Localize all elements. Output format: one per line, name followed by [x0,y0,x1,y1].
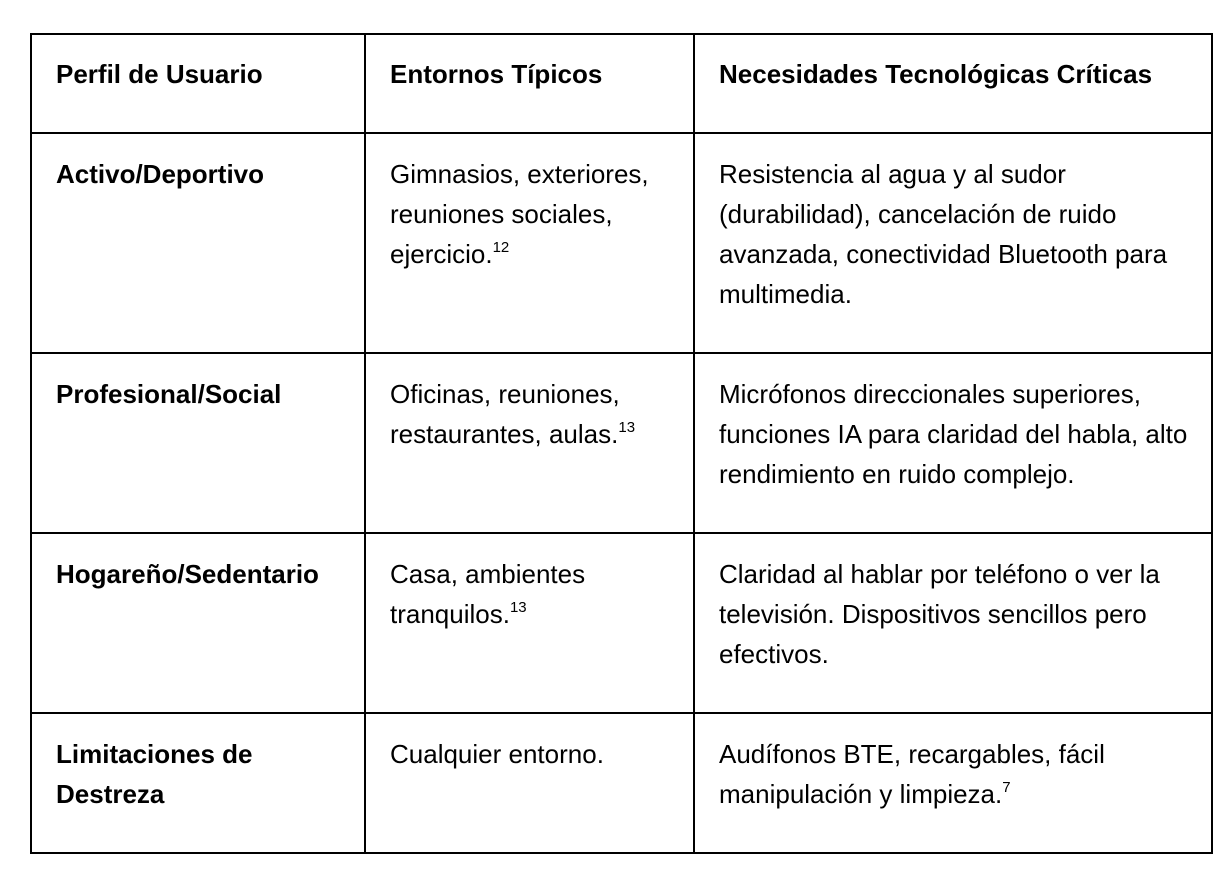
needs-cell [694,533,1212,713]
table-row [31,713,1212,853]
needs-text: Audífonos BTE, recargables, fácil manipulación y limpieza. [719,739,1105,809]
environments-text: Cualquier entorno. [390,739,604,769]
needs-text: Claridad al hablar por teléfono o ver la televisión. Dispositivos sencillos pero efectivos. [719,559,1160,669]
environments-text: Gimnasios, exteriores, reuniones sociales, ejercicio. [390,159,649,269]
user-profile-table [30,33,1213,854]
profile-label: Hogareño/Sedentario [56,559,319,589]
profile-cell [31,713,365,853]
footnote-ref: 13 [618,419,636,436]
environments-cell [365,133,694,353]
header-environments: Entornos Típicos [365,34,694,133]
header-needs: Necesidades Tecnológicas Críticas [694,34,1212,133]
profile-label: Limitaciones de Destreza [56,739,253,809]
needs-cell [694,713,1212,853]
profile-cell [31,533,365,713]
table-row [31,533,1212,713]
table-row [31,353,1212,533]
table-row [31,133,1212,353]
profile-label: Activo/Deportivo [56,159,265,189]
profile-label: Profesional/Social [56,379,282,409]
environments-cell [365,533,694,713]
footnote-ref: 13 [509,599,527,616]
needs-cell [694,133,1212,353]
environments-text: Oficinas, reuniones, restaurantes, aulas. [390,379,620,449]
needs-cell [694,353,1212,533]
table-header-row [31,34,1212,133]
profile-cell [31,133,365,353]
profile-cell [31,353,365,533]
footnote-ref: 12 [492,239,510,256]
environments-cell [365,353,694,533]
needs-text: Resistencia al agua y al sudor (durabilidad), cancelación de ruido avanzada, conectividad Bluetooth para multimedia. [719,159,1168,309]
header-profile: Perfil de Usuario [31,34,365,133]
environments-cell [365,713,694,853]
footnote-ref: 7 [1002,779,1011,796]
environments-text: Casa, ambientes tranquilos. [390,559,586,629]
needs-text: Micrófonos direccionales superiores, funciones IA para claridad del habla, alto rendimiento en ruido complejo. [719,379,1188,489]
